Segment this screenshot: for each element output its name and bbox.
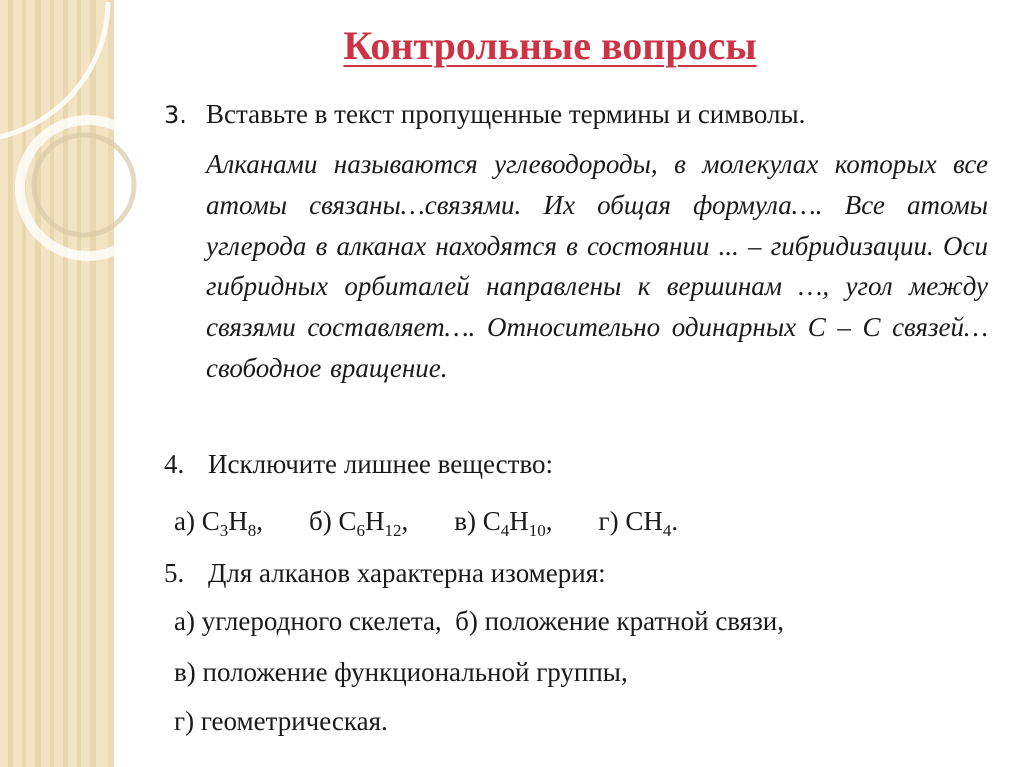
formula-subscript: 3 [219, 521, 229, 540]
side-band-edge [108, 0, 114, 767]
decorative-side-band [0, 0, 108, 767]
formula-subscript: 8 [247, 521, 257, 540]
option-label: а) [174, 506, 195, 536]
option-punctuation: . [671, 506, 679, 536]
question-5 [164, 555, 606, 591]
question-4-text: Исключите лишнее вещество: [208, 449, 554, 479]
formula-element: H [228, 506, 248, 536]
option-punctuation: , [256, 506, 263, 536]
formula-element: H [365, 506, 385, 536]
option-label: б) [309, 506, 332, 536]
question-4 [164, 446, 553, 482]
option-punctuation: , [401, 506, 409, 536]
option-b [309, 503, 408, 539]
question-3-text: Вставьте в текст пропущенные термины и символы. [206, 99, 806, 129]
option-label: в) [454, 506, 476, 536]
question-5-answer-g: г) геометрическая. [174, 706, 388, 736]
question-3 [164, 96, 805, 133]
formula-element: C [338, 506, 357, 536]
option-a [174, 503, 263, 539]
formula-element: C [482, 506, 501, 536]
formula-element: H [509, 506, 529, 536]
formula-subscript: 12 [384, 521, 402, 540]
option-g [599, 503, 679, 539]
question-5-answer-a-b: а) углеродного скелета, б) положение кратной связи, [174, 606, 784, 636]
formula-subscript: 4 [662, 521, 672, 540]
formula-subscript: 4 [500, 521, 510, 540]
question-4-options [174, 503, 678, 539]
question-5-number: 5. [164, 558, 185, 588]
formula-element: C [201, 506, 220, 536]
page-title: Контрольные вопросы [343, 23, 757, 68]
question-5-text: Для алканов характерна изомерия: [208, 558, 606, 588]
formula-element: CH [625, 506, 663, 536]
formula-subscript: 6 [356, 521, 365, 540]
question-5-answer-v: в) положение функциональной группы, [174, 657, 628, 687]
question-4-number: 4. [164, 449, 185, 479]
option-punctuation: , [545, 506, 553, 536]
option-v [454, 503, 552, 539]
option-label: г) [598, 506, 619, 536]
question-3-number: 3. [164, 101, 187, 129]
formula-subscript: 10 [528, 521, 546, 540]
question-3-paragraph: Алканами называются углеводороды, в молекулах которых все атомы связаны…связями. Их общая формула…. Все атомы углерода в алканах находятся в состоянии ... – гибридизации. Оси гибридных орбиталей направлены к вершинам …, угол между связями составляет…. Относительно одинарных С – С связей… свободное вращение. [206, 149, 988, 383]
